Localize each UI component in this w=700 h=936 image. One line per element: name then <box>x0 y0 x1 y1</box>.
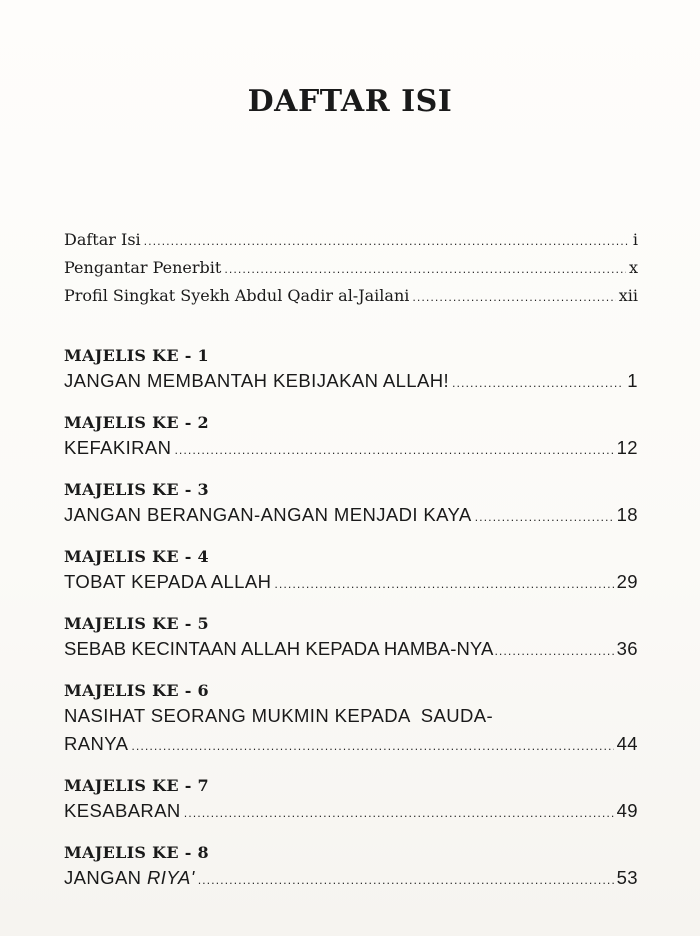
toc-entry <box>64 258 638 286</box>
chapter-entry-line <box>64 705 638 733</box>
toc-entry-label: Pengantar Penerbit <box>64 258 222 277</box>
chapter-title: JANGAN BERANGAN-ANGAN MENJADI KAYA <box>64 504 472 525</box>
dot-leader <box>274 578 613 591</box>
chapter-heading: MAJELIS KE - 1 <box>64 346 209 365</box>
chapter-title: KESABARAN <box>64 800 181 821</box>
dot-leader <box>198 874 614 887</box>
chapter-entry <box>64 800 638 828</box>
chapter-title: SEBAB KECINTAAN ALLAH KEPADA HAMBA-NYA <box>64 638 494 659</box>
dot-leader <box>131 740 613 753</box>
chapter-title: TOBAT KEPADA ALLAH <box>64 571 272 592</box>
dot-leader <box>494 645 615 658</box>
dot-leader <box>174 444 613 457</box>
chapter-title-continued: RANYA <box>64 733 129 754</box>
chapter-page: 53 <box>616 867 638 888</box>
chapter-page: 44 <box>616 733 638 754</box>
dot-leader <box>224 263 626 276</box>
dot-leader <box>475 511 614 524</box>
page-title: DAFTAR ISI <box>247 84 453 119</box>
toc-entry <box>64 286 638 314</box>
toc-entry-label: Daftar Isi <box>64 230 141 249</box>
chapter-page: 1 <box>627 370 638 391</box>
chapter-page: 29 <box>616 571 638 592</box>
chapter-heading: MAJELIS KE - 7 <box>64 776 209 795</box>
chapter-heading: MAJELIS KE - 8 <box>64 843 209 862</box>
toc-entry-page: xii <box>618 286 638 305</box>
chapter-title: NASIHAT SEORANG MUKMIN KEPADA SAUDA- <box>64 705 494 726</box>
chapter-title: JANGAN MEMBANTAH KEBIJAKAN ALLAH! <box>64 370 450 391</box>
toc-entry-page: x <box>628 258 638 277</box>
chapter-title-prefix: JANGAN <box>64 867 147 888</box>
chapter-entry <box>64 370 638 398</box>
toc-entry <box>64 230 638 258</box>
chapter-title-italic: RIYA' <box>146 867 195 888</box>
toc-entry-label: Profil Singkat Syekh Abdul Qadir al-Jailani <box>64 286 410 305</box>
chapter-entry <box>64 504 638 532</box>
chapter-heading: MAJELIS KE - 2 <box>64 413 209 432</box>
chapter-entry <box>64 437 638 465</box>
chapter-entry <box>64 638 638 666</box>
chapter-page: 36 <box>616 638 638 659</box>
dot-leader <box>144 235 630 248</box>
toc-entry-page: i <box>632 230 638 249</box>
chapter-page: 18 <box>616 504 638 525</box>
chapter-entry <box>64 571 638 599</box>
chapter-heading: MAJELIS KE - 6 <box>64 681 209 700</box>
chapter-heading: MAJELIS KE - 4 <box>64 547 209 566</box>
chapter-entry <box>64 733 638 761</box>
chapter-title <box>64 867 195 889</box>
chapter-page: 49 <box>616 800 638 821</box>
chapter-title: KEFAKIRAN <box>64 437 172 458</box>
chapter-entry <box>64 867 638 895</box>
dot-leader <box>412 291 615 304</box>
dot-leader <box>452 377 624 390</box>
chapter-heading: MAJELIS KE - 3 <box>64 480 209 499</box>
chapter-heading: MAJELIS KE - 5 <box>64 614 209 633</box>
dot-leader <box>184 807 614 820</box>
chapter-page: 12 <box>616 437 638 458</box>
